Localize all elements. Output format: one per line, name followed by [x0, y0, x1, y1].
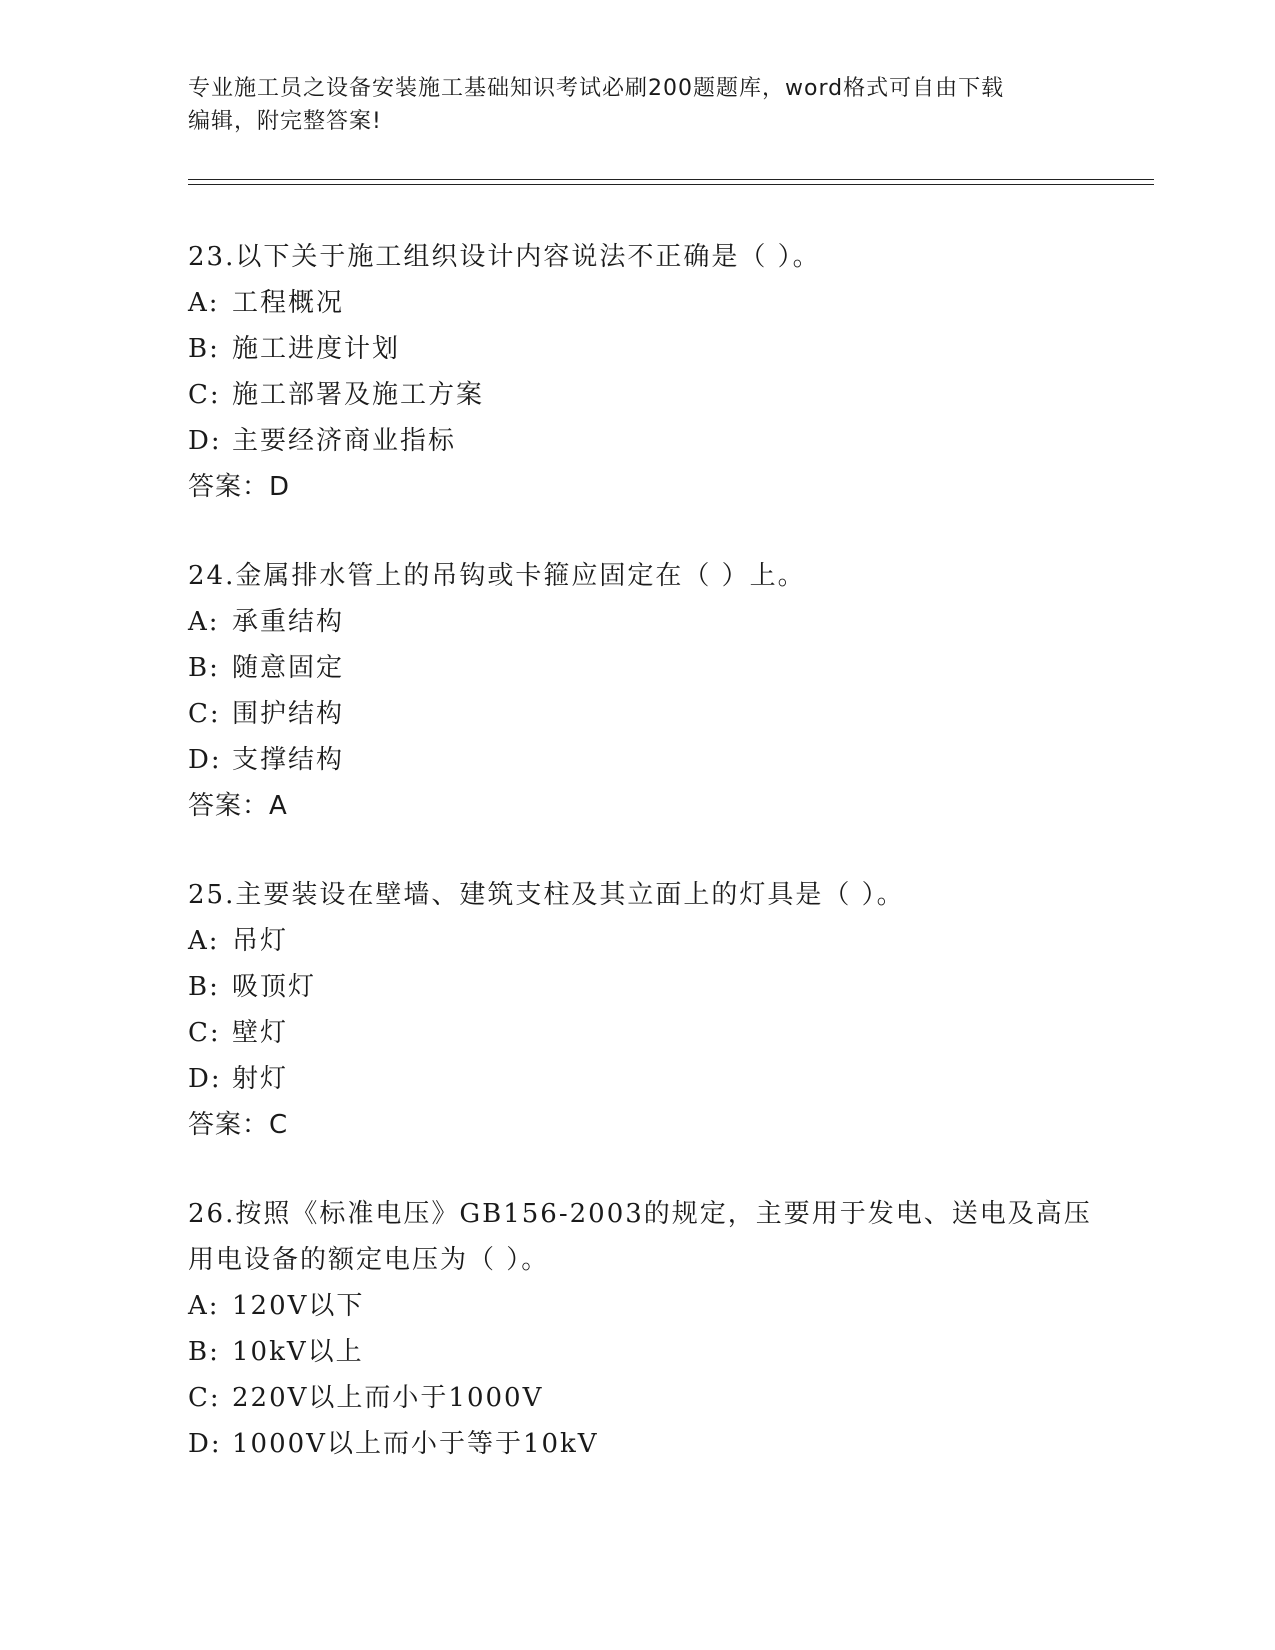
option-key: A:: [188, 926, 220, 956]
option-b: [188, 1329, 1088, 1375]
question-text: 26.按照《标准电压》GB156-2003的规定，主要用于发电、送电及高压: [188, 1199, 1092, 1229]
option-b: [188, 645, 1088, 691]
option-text: 围护结构: [232, 699, 345, 729]
header-line-1: 专业施工员之设备安装施工基础知识考试必刷200题题库，word格式可自由下载: [188, 76, 1005, 101]
option-key: B:: [188, 972, 220, 1002]
question-24: [188, 553, 1088, 829]
question-text: 24.金属排水管上的吊钩或卡箍应固定在（ ）上。: [188, 561, 806, 591]
option-b: [188, 964, 1088, 1010]
answer-line: 答案：C: [188, 1110, 289, 1140]
option-c: [188, 1375, 1088, 1421]
option-text: 施工部署及施工方案: [232, 380, 485, 410]
answer-line: 答案：D: [188, 472, 291, 502]
option-d: [188, 1421, 1088, 1467]
option-d: [188, 1056, 1088, 1102]
option-a: [188, 599, 1088, 645]
option-key: C:: [188, 1383, 221, 1413]
option-key: D:: [188, 1429, 222, 1459]
question-text-continued: 用电设备的额定电压为（ ）。: [188, 1245, 550, 1275]
option-text: 吊灯: [232, 926, 289, 956]
option-text: 施工进度计划: [232, 334, 401, 364]
option-d: [188, 737, 1088, 783]
option-key: C:: [188, 699, 221, 729]
option-c: [188, 1010, 1088, 1056]
header-line-2: 编辑，附完整答案!: [188, 109, 382, 134]
option-key: B:: [188, 1337, 220, 1367]
option-text: 随意固定: [232, 653, 345, 683]
option-key: A:: [188, 288, 220, 318]
option-text: 承重结构: [232, 607, 345, 637]
option-b: [188, 326, 1088, 372]
option-text: 1000V以上而小于等于10kV: [232, 1429, 599, 1459]
option-text: 220V以上而小于1000V: [232, 1383, 544, 1413]
option-a: [188, 1283, 1088, 1329]
option-text: 10kV以上: [232, 1337, 364, 1367]
option-key: C:: [188, 1018, 221, 1048]
option-key: A:: [188, 607, 220, 637]
option-c: [188, 691, 1088, 737]
question-26: [188, 1191, 1092, 1467]
option-text: 支撑结构: [232, 745, 345, 775]
option-key: B:: [188, 334, 220, 364]
question-23: [188, 234, 1088, 510]
option-text: 壁灯: [232, 1018, 289, 1048]
option-d: [188, 418, 1088, 464]
answer-line: 答案：A: [188, 791, 288, 821]
option-text: 射灯: [232, 1064, 289, 1094]
option-text: 吸顶灯: [232, 972, 317, 1002]
question-text: 23.以下关于施工组织设计内容说法不正确是（ ）。: [188, 242, 821, 272]
option-text: 120V以下: [232, 1291, 365, 1321]
option-key: B:: [188, 653, 220, 683]
question-25: [188, 872, 1088, 1148]
option-text: 主要经济商业指标: [232, 426, 457, 456]
option-key: C:: [188, 380, 221, 410]
option-a: [188, 918, 1088, 964]
document-header: [188, 72, 1088, 138]
option-c: [188, 372, 1088, 418]
option-key: D:: [188, 1064, 222, 1094]
option-key: A:: [188, 1291, 220, 1321]
header-divider-top: [188, 179, 1154, 180]
header-divider-bottom: [188, 184, 1154, 185]
option-a: [188, 280, 1088, 326]
option-key: D:: [188, 745, 222, 775]
question-text: 25.主要装设在壁墙、建筑支柱及其立面上的灯具是（ ）。: [188, 880, 905, 910]
option-text: 工程概况: [232, 288, 345, 318]
option-key: D:: [188, 426, 222, 456]
